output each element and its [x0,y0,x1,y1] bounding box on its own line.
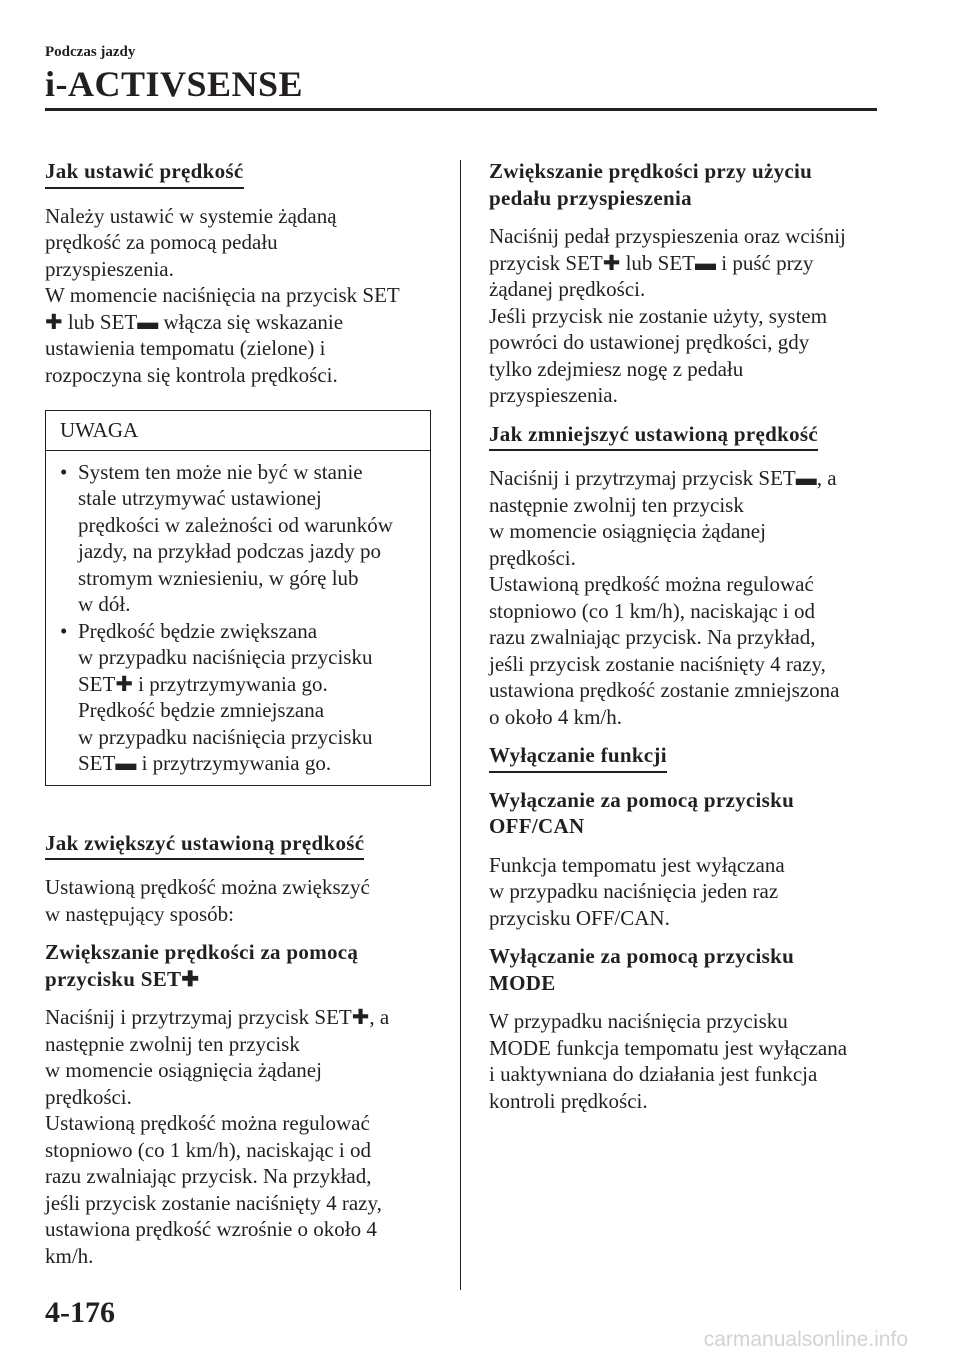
section-label: Podczas jazdy [45,44,136,60]
paragraph-decrease-speed: Naciśnij i przytrzymaj przycisk SET▬, a następnie zwolnij ten przycisk w momencie osiągnięcia żądanej prędkości. Ustawioną prędkość można regulować stopniowo (co 1 km/h), naciskając i od razu zwalniając przycisk. Na przykład, jeśli przycisk zostanie naciśnięty 4 razy, ustawiona prędkość zostanie zmniejszona o około 4 km/h. [489,466,840,729]
subheading-mode: Wyłączanie za pomocą przycisku MODE [489,944,795,995]
column-divider [460,160,461,1290]
heading-decrease-speed: Jak zmniejszyć ustawioną prędkość [489,421,818,452]
heading-increase-speed: Jak zwiększyć ustawioną prędkość [45,830,364,861]
note-item-text: System ten może nie być w stanie stale utrzymywać ustawionej prędkości w zależności od warunków jazdy, na przykład podczas jazdy po stromym wzniesieniu, w górę lub w dół. [78,459,393,616]
header-divider [45,108,877,111]
page-number: 4-176 [45,1296,115,1329]
subheading-set-plus: Zwiększanie prędkości za pomocą przycisku SET✚ [45,940,359,991]
subheading-off-can: Wyłączanie za pomocą przycisku OFF/CAN [489,787,795,838]
note-body [46,451,430,785]
paragraph-set-speed: Należy ustawić w systemie żądaną prędkość za pomocą pedału przyspieszenia. W momencie naciśnięcia na przycisk SET ✚ lub SET▬ włącza się wskazanie ustawienia tempomatu (zielone) i rozpoczyna się kontrola prędkości. [45,203,400,387]
bullet-icon: • [60,459,68,484]
watermark: carmanualsonline.info [703,1328,908,1351]
note-item [60,459,420,618]
page-title: i-ACTIVSENSE [45,64,304,104]
paragraph-off-can: Funkcja tempomatu jest wyłączana w przypadku naciśnięcia jeden raz przycisku OFF/CAN. [489,852,785,930]
note-box [45,410,431,786]
right-column [489,158,879,1126]
paragraph-accelerator: Naciśnij pedał przyspieszenia oraz wciśnij przycisk SET✚ lub SET▬ i puść przy żądanej prędkości. Jeśli przycisk nie zostanie użyty, system powróci do ustawionej prędkości, gdy tylko zdejmiesz nogę z pedału przyspieszenia. [489,224,846,407]
subheading-accelerator: Zwiększanie prędkości przy użyciu pedału przyspieszenia [489,159,813,210]
left-column [45,158,433,1281]
note-item [60,618,420,777]
note-item-text: Prędkość będzie zwiększana w przypadku naciśnięcia przycisku SET✚ i przytrzymywania go. Prędkość będzie zmniejszana w przypadku naciśnięcia przycisku SET▬ i przytrzymywania go. [78,618,373,775]
heading-set-speed: Jak ustawić prędkość [45,158,244,189]
heading-disable: Wyłączanie funkcji [489,742,667,773]
paragraph-set-plus: Naciśnij i przytrzymaj przycisk SET✚, a następnie zwolnij ten przycisk w momencie osiągnięcia żądanej prędkości. Ustawioną prędkość można regulować stopniowo (co 1 km/h), naciskając i od razu zwalniając przycisk. Na przykład, jeśli przycisk zostanie naciśnięty 4 razy, ustawiona prędkość wzrośnie o około 4 km/h. [45,1005,390,1268]
note-title: UWAGA [46,411,430,451]
paragraph-mode: W przypadku naciśnięcia przycisku MODE funkcja tempomatu jest wyłączana i uaktywniana do działania jest funkcja kontroli prędkości. [489,1009,848,1113]
bullet-icon: • [60,618,68,643]
paragraph-increase-intro: Ustawioną prędkość można zwiększyć w następujący sposób: [45,875,370,926]
